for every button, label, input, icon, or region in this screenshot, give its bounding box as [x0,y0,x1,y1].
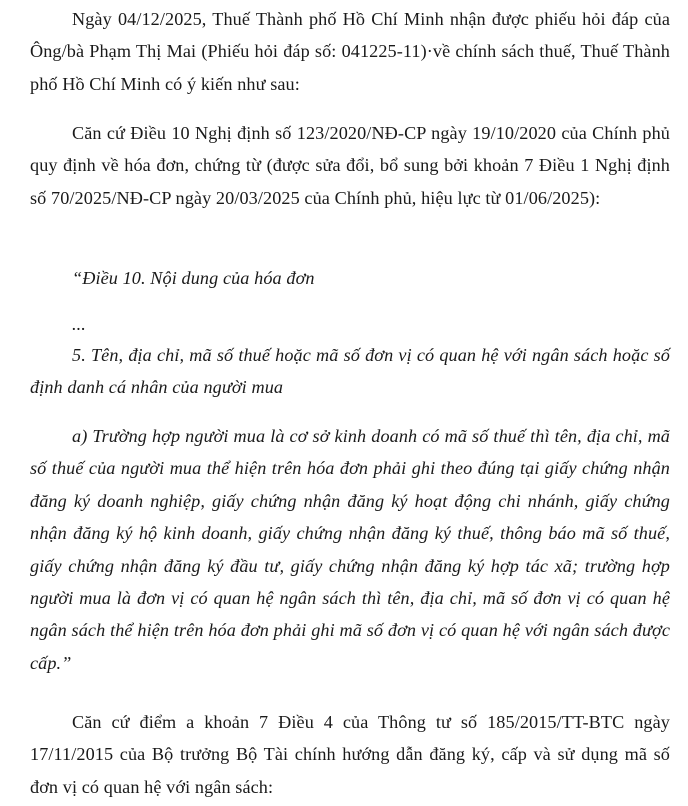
paragraph-point-a: a) Trường hợp người mua là cơ sở kinh doanh có mã số thuế thì tên, địa chỉ, mã số thuế của người mua thể hiện trên hóa đơn phải ghi theo đúng tại giấy chứng nhận đăng ký doanh nghiệp, giấy chứng nhận đăng ký hoạt động chi nhánh, giấy chứng nhận đăng ký hộ kinh doanh, giấy chứng nhận đăng ký thuế, thông báo mã số thuế, giấy chứng nhận đăng ký đầu tư, giấy chứng nhận đăng ký hợp tác xã; trường hợp người mua là đơn vị có quan hệ ngân sách thì tên, địa chỉ, mã số đơn vị có quan hệ ngân sách thể hiện trên hóa đơn phải ghi mã số đơn vị có quan hệ với ngân sách được cấp.” [30,426,670,673]
paragraph-legal-basis-decree: Căn cứ Điều 10 Nghị định số 123/2020/NĐ-CP ngày 19/10/2020 của Chính phủ quy định về hóa đơn, chứng từ (được sửa đổi, bổ sung bởi khoản 7 Điều 1 Nghị định số 70/2025/NĐ-CP ngày 20/03/2025 của Chính phủ, hiệu lực từ 01/06/2025): [30,123,670,208]
paragraph-article-heading: “Điều 10. Nội dung của hóa đơn [72,268,315,288]
paragraph-intro: Ngày 04/12/2025, Thuế Thành phố Hồ Chí Minh nhận được phiếu hỏi đáp của Ông/bà Phạm Thị Mai (Phiếu hỏi đáp số: 041225-11)·về chính sách thuế, Thuế Thành phố Hồ Chí Minh có ý kiến như sau: [30,9,670,94]
paragraph-clause-5: 5. Tên, địa chỉ, mã số thuế hoặc mã số đơn vị có quan hệ với ngân sách hoặc số định danh cá nhân của người mua [30,345,670,398]
paragraph-legal-basis-circular: Căn cứ điểm a khoản 7 Điều 4 của Thông tư số 185/2015/TT-BTC ngày 17/11/2015 của Bộ trưởng Bộ Tài chính hướng dẫn đăng ký, cấp và sử dụng mã số đơn vị có quan hệ với ngân sách: [30,712,670,797]
paragraph-ellipsis: ... [72,314,86,334]
